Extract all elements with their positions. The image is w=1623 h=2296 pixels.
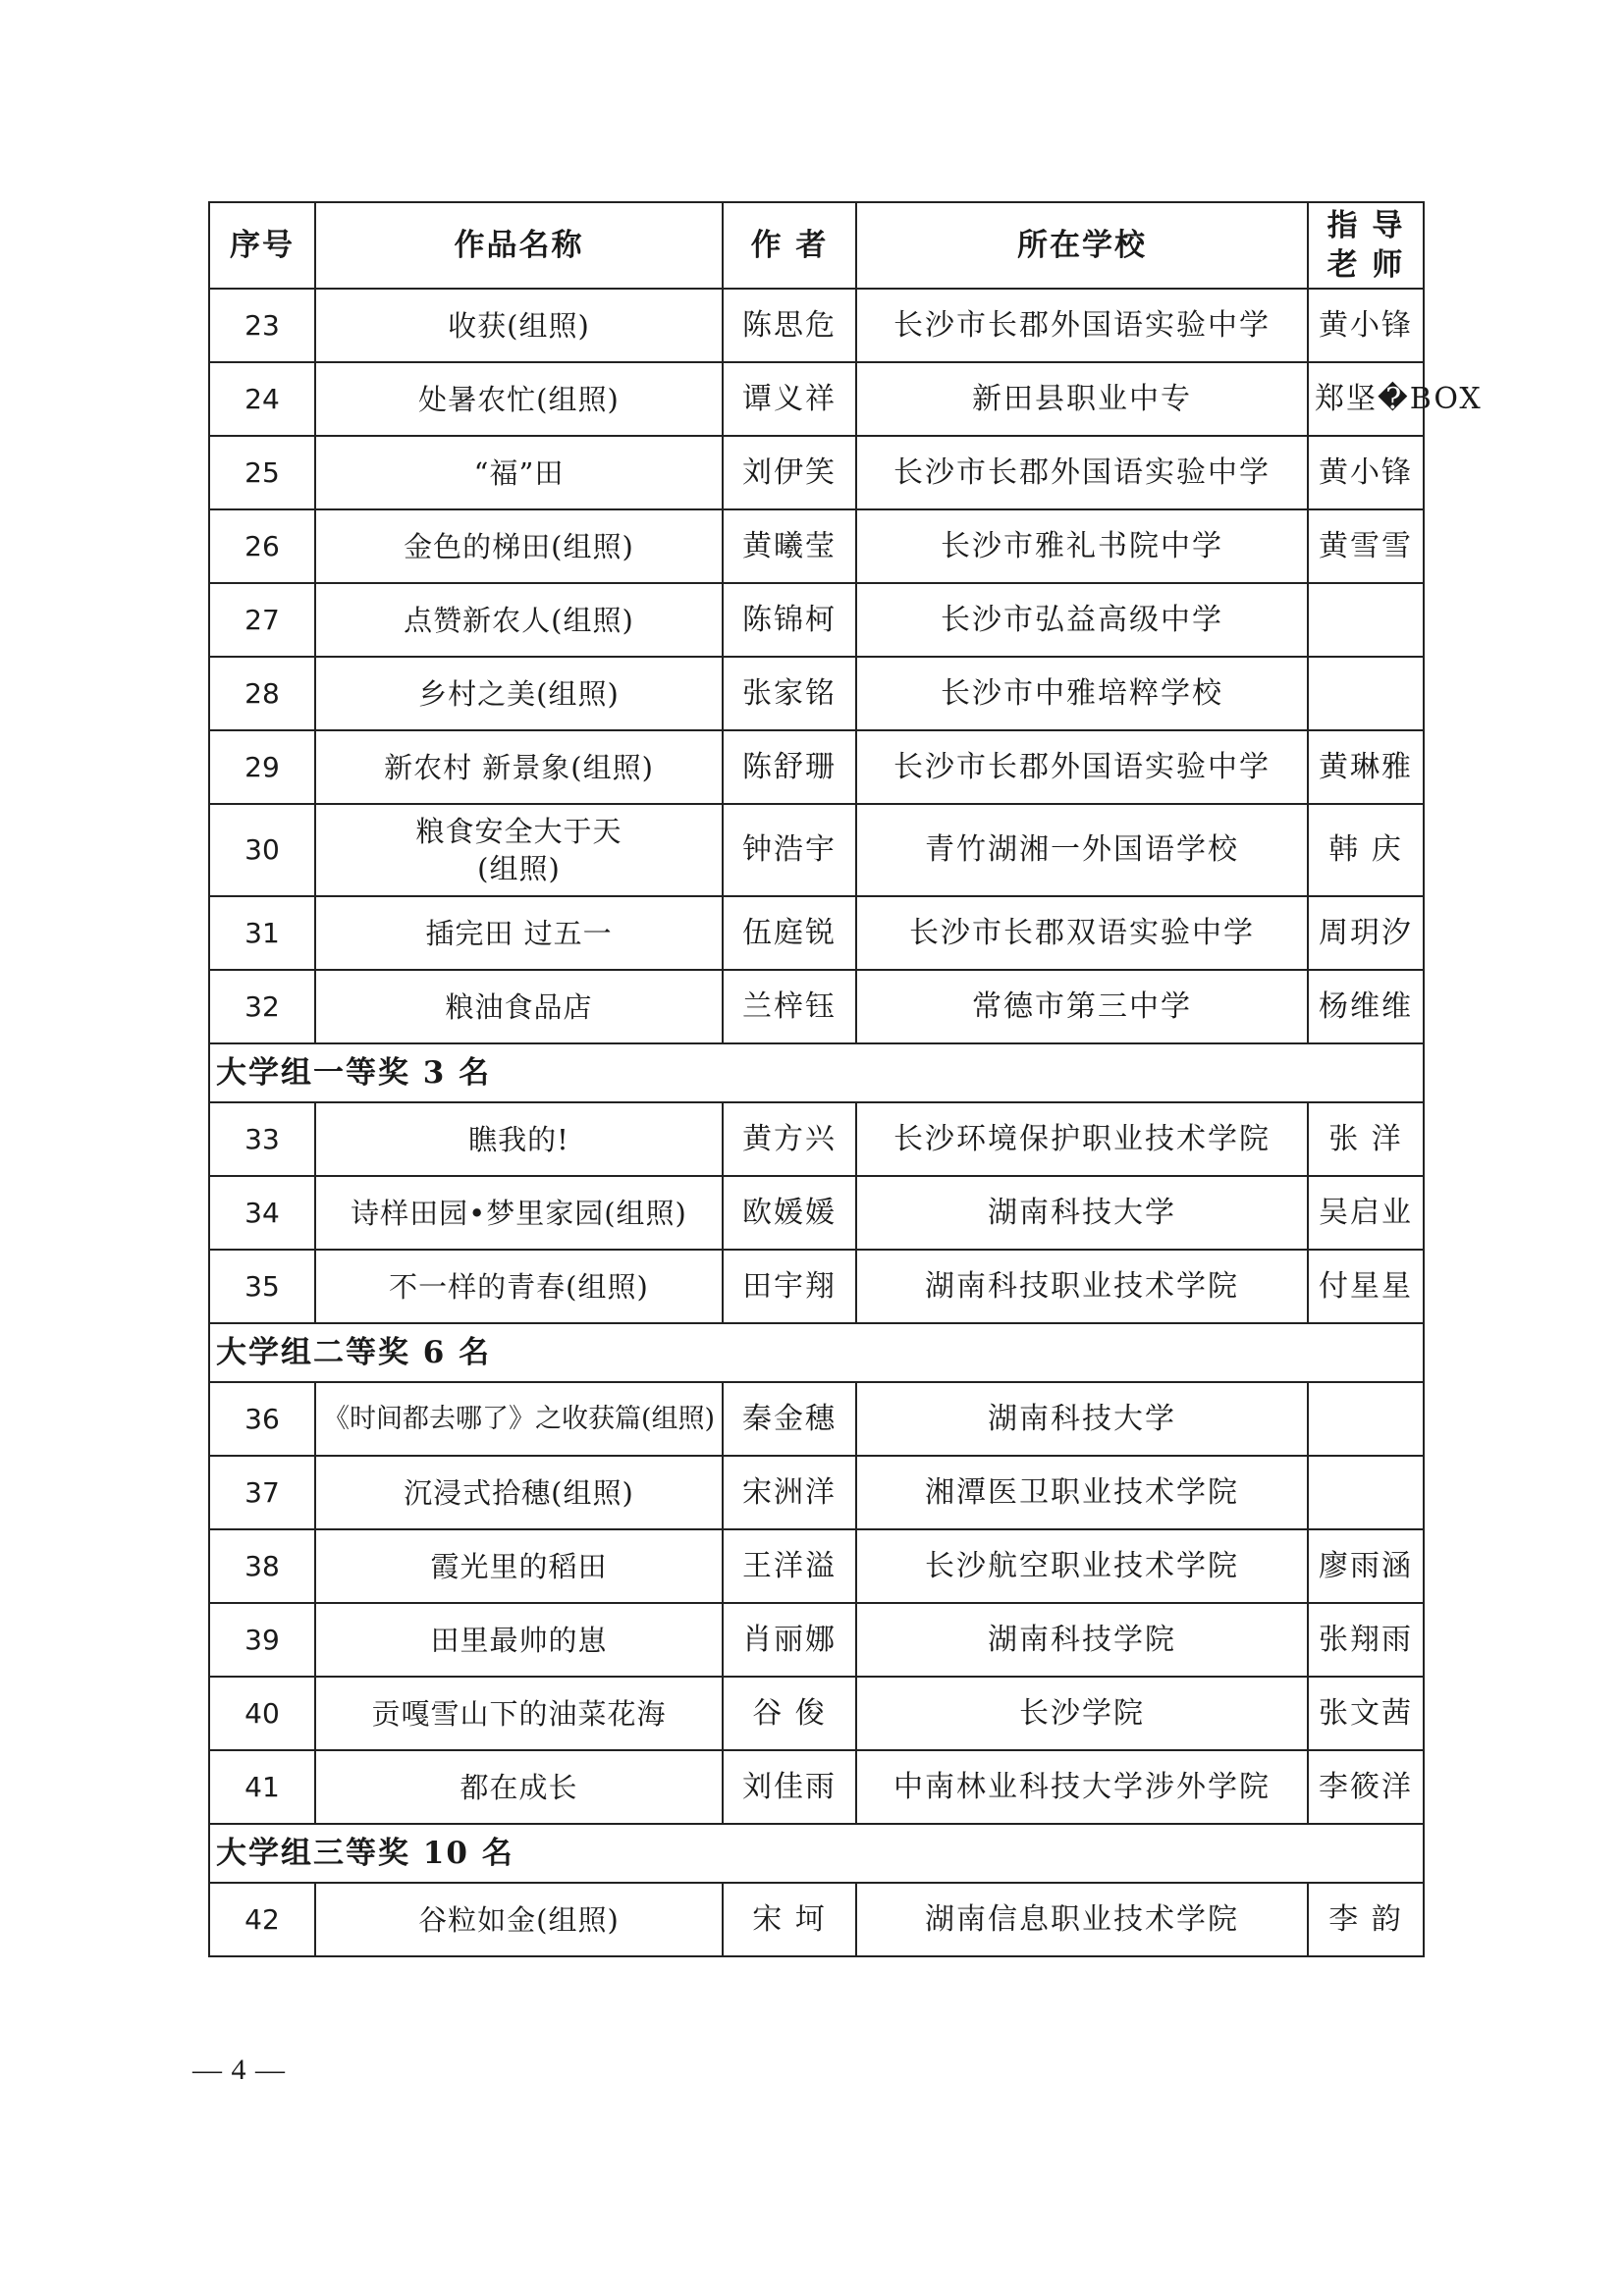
cell-teacher: 郑坚�BOX <box>1308 362 1424 436</box>
cell-index: 27 <box>209 583 315 657</box>
section-heading: 大学组三等奖 10 名 <box>209 1824 1424 1883</box>
cell-teacher: 黄琳雅 <box>1308 730 1424 804</box>
cell-index: 42 <box>209 1883 315 1956</box>
cell-work: 处暑农忙(组照) <box>315 362 723 436</box>
cell-author: 秦金穗 <box>723 1382 856 1456</box>
cell-teacher: 李筱洋 <box>1308 1750 1424 1824</box>
cell-index: 35 <box>209 1250 315 1323</box>
table-row <box>209 583 1424 657</box>
cell-work <box>315 804 723 896</box>
cell-author: 谭义祥 <box>723 362 856 436</box>
cell-author: 张家铭 <box>723 657 856 730</box>
table-row <box>209 896 1424 970</box>
cell-index: 30 <box>209 804 315 896</box>
cell-teacher: 廖雨涵 <box>1308 1529 1424 1603</box>
cell-school: 长沙市雅礼书院中学 <box>856 509 1308 583</box>
cell-school: 湖南信息职业技术学院 <box>856 1883 1308 1956</box>
table-row <box>209 1176 1424 1250</box>
cell-work: 谷粒如金(组照) <box>315 1883 723 1956</box>
cell-teacher: 黄小锋 <box>1308 289 1424 362</box>
header-author: 作 者 <box>723 202 856 289</box>
table-row <box>209 1883 1424 1956</box>
cell-teacher <box>1308 657 1424 730</box>
cell-index: 24 <box>209 362 315 436</box>
cell-index: 23 <box>209 289 315 362</box>
cell-teacher: 张翔雨 <box>1308 1603 1424 1677</box>
cell-author: 陈锦柯 <box>723 583 856 657</box>
cell-index: 33 <box>209 1102 315 1176</box>
header-school: 所在学校 <box>856 202 1308 289</box>
cell-work: “福”田 <box>315 436 723 509</box>
cell-school: 长沙市长郡外国语实验中学 <box>856 289 1308 362</box>
cell-author: 刘佳雨 <box>723 1750 856 1824</box>
table-row <box>209 657 1424 730</box>
cell-work: 都在成长 <box>315 1750 723 1824</box>
cell-school: 长沙市长郡双语实验中学 <box>856 896 1308 970</box>
cell-author: 田宇翔 <box>723 1250 856 1323</box>
cell-school: 长沙市弘益高级中学 <box>856 583 1308 657</box>
cell-school: 长沙市长郡外国语实验中学 <box>856 730 1308 804</box>
cell-author: 黄方兴 <box>723 1102 856 1176</box>
header-teacher-line2: 老 师 <box>1326 247 1405 283</box>
table-row <box>209 1750 1424 1824</box>
cell-school: 长沙市长郡外国语实验中学 <box>856 436 1308 509</box>
cell-author: 兰梓钰 <box>723 970 856 1043</box>
cell-index: 29 <box>209 730 315 804</box>
cell-work: 瞧我的! <box>315 1102 723 1176</box>
cell-teacher: 李 韵 <box>1308 1883 1424 1956</box>
cell-author: 王洋溢 <box>723 1529 856 1603</box>
header-teacher <box>1308 202 1424 289</box>
cell-school: 湖南科技职业技术学院 <box>856 1250 1308 1323</box>
table-row <box>209 1102 1424 1176</box>
cell-school: 湖南科技大学 <box>856 1382 1308 1456</box>
cell-work: 新农村 新景象(组照) <box>315 730 723 804</box>
cell-work-line2: (组照) <box>477 852 561 885</box>
table-row <box>209 804 1424 896</box>
table-row <box>209 509 1424 583</box>
cell-work: 收获(组照) <box>315 289 723 362</box>
cell-teacher: 杨维维 <box>1308 970 1424 1043</box>
cell-author: 刘伊笑 <box>723 436 856 509</box>
cell-teacher: 韩 庆 <box>1308 804 1424 896</box>
cell-work: 《时间都去哪了》之收获篇(组照) <box>315 1382 723 1456</box>
cell-index: 26 <box>209 509 315 583</box>
cell-teacher <box>1308 583 1424 657</box>
cell-index: 38 <box>209 1529 315 1603</box>
cell-index: 40 <box>209 1677 315 1750</box>
cell-work: 金色的梯田(组照) <box>315 509 723 583</box>
cell-work: 贡嘎雪山下的油菜花海 <box>315 1677 723 1750</box>
cell-teacher: 黄雪雪 <box>1308 509 1424 583</box>
cell-school: 长沙学院 <box>856 1677 1308 1750</box>
cell-index: 31 <box>209 896 315 970</box>
table-row <box>209 970 1424 1043</box>
cell-work-line1: 粮食安全大于天 <box>415 815 622 848</box>
cell-work: 插完田 过五一 <box>315 896 723 970</box>
table-row <box>209 362 1424 436</box>
cell-index: 39 <box>209 1603 315 1677</box>
table-row <box>209 730 1424 804</box>
table-row <box>209 1603 1424 1677</box>
cell-school: 青竹湖湘一外国语学校 <box>856 804 1308 896</box>
table-row <box>209 1250 1424 1323</box>
cell-work: 田里最帅的崽 <box>315 1603 723 1677</box>
cell-teacher: 张 洋 <box>1308 1102 1424 1176</box>
cell-school: 长沙市中雅培粹学校 <box>856 657 1308 730</box>
header-index: 序号 <box>209 202 315 289</box>
cell-teacher <box>1308 1456 1424 1529</box>
cell-school: 湘潭医卫职业技术学院 <box>856 1456 1308 1529</box>
section-heading-row <box>209 1323 1424 1382</box>
cell-author: 宋 坷 <box>723 1883 856 1956</box>
table-row <box>209 1382 1424 1456</box>
cell-index: 36 <box>209 1382 315 1456</box>
cell-index: 25 <box>209 436 315 509</box>
cell-teacher: 付星星 <box>1308 1250 1424 1323</box>
cell-teacher: 张文茜 <box>1308 1677 1424 1750</box>
table-row <box>209 436 1424 509</box>
cell-author: 欧媛媛 <box>723 1176 856 1250</box>
cell-work: 不一样的青春(组照) <box>315 1250 723 1323</box>
section-heading-row <box>209 1043 1424 1102</box>
cell-index: 37 <box>209 1456 315 1529</box>
cell-school: 湖南科技学院 <box>856 1603 1308 1677</box>
cell-author: 肖丽娜 <box>723 1603 856 1677</box>
cell-work: 点赞新农人(组照) <box>315 583 723 657</box>
cell-school: 长沙环境保护职业技术学院 <box>856 1102 1308 1176</box>
section-heading: 大学组二等奖 6 名 <box>209 1323 1424 1382</box>
page-number: — 4 — <box>192 2054 286 2086</box>
section-heading: 大学组一等奖 3 名 <box>209 1043 1424 1102</box>
cell-school: 湖南科技大学 <box>856 1176 1308 1250</box>
cell-index: 34 <box>209 1176 315 1250</box>
cell-school: 长沙航空职业技术学院 <box>856 1529 1308 1603</box>
section-heading-row <box>209 1824 1424 1883</box>
cell-work: 粮油食品店 <box>315 970 723 1043</box>
cell-author: 宋洲洋 <box>723 1456 856 1529</box>
cell-index: 41 <box>209 1750 315 1824</box>
cell-teacher: 吴启业 <box>1308 1176 1424 1250</box>
table-row <box>209 1456 1424 1529</box>
table-row <box>209 289 1424 362</box>
cell-work: 沉浸式拾穗(组照) <box>315 1456 723 1529</box>
cell-author: 伍庭锐 <box>723 896 856 970</box>
cell-work: 诗样田园•梦里家园(组照) <box>315 1176 723 1250</box>
cell-teacher: 黄小锋 <box>1308 436 1424 509</box>
table-row <box>209 1677 1424 1750</box>
cell-author: 陈思危 <box>723 289 856 362</box>
cell-author: 陈舒珊 <box>723 730 856 804</box>
cell-work: 乡村之美(组照) <box>315 657 723 730</box>
cell-author: 谷 俊 <box>723 1677 856 1750</box>
header-teacher-line1: 指 导 <box>1326 208 1405 243</box>
cell-index: 28 <box>209 657 315 730</box>
table-header-row <box>209 202 1424 289</box>
document-page <box>208 201 1483 1957</box>
cell-index: 32 <box>209 970 315 1043</box>
header-work: 作品名称 <box>315 202 723 289</box>
cell-work: 霞光里的稻田 <box>315 1529 723 1603</box>
award-table <box>208 201 1483 1957</box>
cell-school: 新田县职业中专 <box>856 362 1308 436</box>
cell-author: 黄曦莹 <box>723 509 856 583</box>
table-row <box>209 1529 1424 1603</box>
cell-teacher <box>1308 1382 1424 1456</box>
cell-school: 中南林业科技大学涉外学院 <box>856 1750 1308 1824</box>
cell-teacher: 周玥汐 <box>1308 896 1424 970</box>
cell-school: 常德市第三中学 <box>856 970 1308 1043</box>
cell-author: 钟浩宇 <box>723 804 856 896</box>
